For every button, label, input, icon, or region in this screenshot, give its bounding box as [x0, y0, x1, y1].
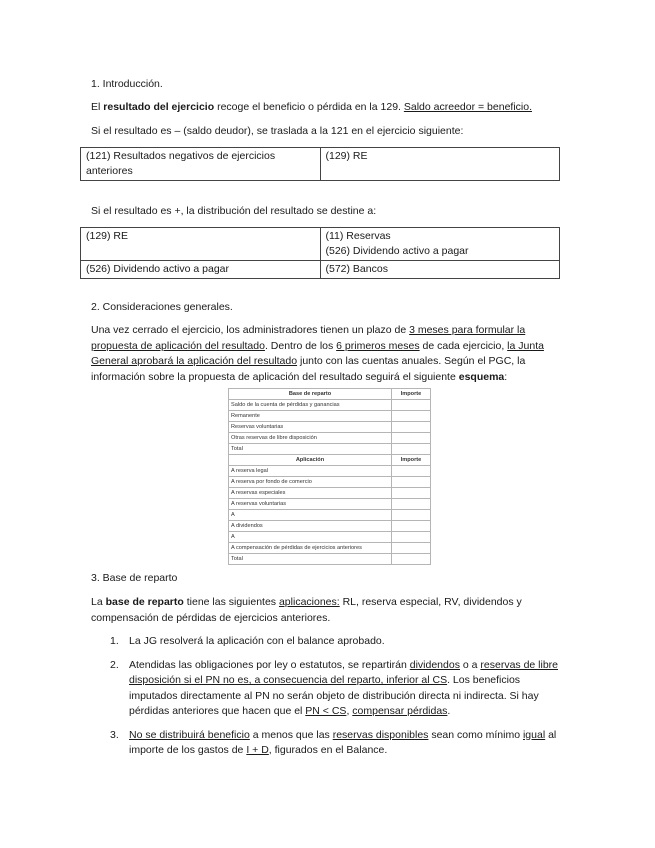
esquema-amount: [392, 543, 431, 554]
underlined-six-months: 6 primeros meses: [336, 339, 420, 352]
table-cell: (572) Bancos: [320, 261, 560, 279]
positive-result-table: [80, 227, 560, 279]
esquema-row: [229, 400, 431, 411]
cell-line: (526) Dividendo activo a pagar: [325, 245, 469, 257]
esquema-label: A: [229, 532, 392, 543]
underlined-no-beneficio: No se distribuirá beneficio: [129, 728, 250, 741]
esquema-label: Reservas voluntarias: [229, 422, 392, 433]
underlined-reservas-disponibles: reservas disponibles: [332, 728, 429, 741]
list-number: 2.: [110, 658, 119, 671]
underlined-i-d: I + D: [246, 744, 269, 756]
underlined-deadline: 3 meses para formular la propuesta de aplicación del resultado: [91, 324, 526, 352]
esquema-row: [229, 433, 431, 444]
item-text: a menos que las: [249, 728, 333, 741]
esquema-amount: [392, 488, 431, 499]
intro-underlined: Saldo acreedor = beneficio.: [403, 101, 533, 113]
esquema-amount: [392, 554, 431, 565]
item-text: .: [447, 705, 451, 717]
table-row: [81, 261, 560, 279]
esquema-header: Base de reparto: [229, 389, 392, 400]
esquema-amount: [392, 422, 431, 433]
esquema-table: [228, 388, 431, 565]
underlined-reservas: reservas de libre disposición si el PN no es, a consecuencia del reparto, inferior al CS: [129, 658, 559, 686]
intro-bold-term: resultado del ejercicio: [103, 101, 215, 113]
intro-text-c: recoge el beneficio o pérdida en la 129.: [214, 101, 404, 113]
esquema-label: Total: [229, 444, 392, 455]
positive-result-paragraph: Si el resultado es +, la distribución del resultado se destine a:: [91, 205, 377, 217]
esquema-label: A dividendos: [229, 521, 392, 532]
table-row: [81, 148, 560, 181]
underlined-compensar: compensar pérdidas: [352, 705, 448, 717]
general-considerations-paragraph: [91, 323, 566, 385]
negative-result-paragraph: Si el resultado es – (saldo deudor), se traslada a la 121 en el ejercicio siguiente:: [91, 125, 464, 137]
item-text: o a: [459, 658, 481, 671]
esquema-amount: [392, 510, 431, 521]
esquema-amount: [392, 411, 431, 422]
list-number: 1.: [110, 635, 119, 647]
text-c: tiene las siguientes: [183, 596, 279, 608]
bold-base-reparto: base de reparto: [105, 596, 184, 608]
esquema-row: [229, 488, 431, 499]
esquema-row: [229, 499, 431, 510]
esquema-label: A: [229, 510, 392, 521]
esquema-row: [229, 521, 431, 532]
esquema-amount: [392, 532, 431, 543]
esquema-amount: [392, 499, 431, 510]
text-a: La: [91, 596, 106, 608]
table-cell: (129) RE: [320, 148, 560, 181]
table-cell: (129) RE: [81, 228, 321, 261]
esquema-header-row: [229, 389, 431, 400]
esquema-amount: [392, 400, 431, 411]
text-e: de cada ejercicio,: [419, 339, 508, 352]
negative-result-table: [80, 147, 560, 181]
list-item: [91, 658, 569, 720]
list-item: [91, 728, 569, 759]
section-2-title: 2. Consideraciones generales.: [91, 301, 233, 313]
text-i: :: [504, 370, 508, 383]
text-a: Una vez cerrado el ejercicio, los administradores tienen un plazo de: [91, 324, 410, 336]
esquema-row: [229, 554, 431, 565]
esquema-row: [229, 466, 431, 477]
esquema-label: A reservas especiales: [229, 488, 392, 499]
item-text: La JG resolverá la aplicación con el balance aprobado.: [129, 635, 385, 647]
esquema-label: Saldo de la cuenta de pérdidas y ganancias: [229, 400, 392, 411]
item-text: ,: [346, 705, 353, 717]
section-3-title: 3. Base de reparto: [91, 572, 178, 584]
esquema-row: [229, 444, 431, 455]
esquema-header-row: [229, 455, 431, 466]
esquema-amount: [392, 444, 431, 455]
base-reparto-paragraph: [91, 595, 566, 626]
esquema-header-amount: Importe: [392, 455, 431, 466]
text-e: RL, reserva especial, RV, dividendos y compensación de pérdidas de ejercicios anteriores.: [91, 596, 522, 624]
esquema-label: A reservas voluntarias: [229, 499, 392, 510]
esquema-header: Aplicación: [229, 455, 392, 466]
esquema-amount: [392, 466, 431, 477]
item-text: . Los beneficios imputados directamente al PN no serán objeto de distribución directa ni indirecta. Si hay pérdidas anteriores que hacen que el: [129, 674, 539, 717]
table-cell: (121) Resultados negativos de ejercicios anteriores: [81, 148, 321, 181]
table-cell: [320, 228, 560, 261]
underlined-igual: igual: [522, 728, 546, 741]
esquema-row: [229, 422, 431, 433]
esquema-label: Otras reservas de libre disposición: [229, 433, 392, 444]
esquema-label: Total: [229, 554, 392, 565]
cell-line: (11) Reservas: [325, 230, 391, 242]
item-text: al importe de los gastos de: [129, 728, 557, 756]
esquema-header-amount: Importe: [392, 389, 431, 400]
underlined-junta-general: la Junta General aprobará la aplicación del resultado: [91, 339, 544, 367]
esquema-amount: [392, 433, 431, 444]
table-cell: (526) Dividendo activo a pagar: [81, 261, 321, 279]
underlined-aplicaciones: aplicaciones:: [278, 596, 340, 608]
text-c: . Dentro de los: [264, 339, 337, 352]
esquema-label: A compensación de pérdidas de ejercicios anteriores: [229, 543, 392, 554]
esquema-label: A reserva legal: [229, 466, 392, 477]
list-number: 3.: [110, 728, 119, 741]
item-text: , figurados en el Balance.: [268, 744, 388, 756]
bold-esquema: esquema: [458, 370, 505, 383]
text-g: junto con las cuentas anuales. Según el PGC, la información sobre la propuesta de aplicación del resultado seguirá el siguiente: [91, 355, 526, 383]
table-row: [81, 228, 560, 261]
esquema-amount: [392, 521, 431, 532]
esquema-row: [229, 543, 431, 554]
esquema-label: A reserva por fondo de comercio: [229, 477, 392, 488]
esquema-label: Remanente: [229, 411, 392, 422]
rules-list: [91, 634, 569, 767]
esquema-row: [229, 411, 431, 422]
underlined-dividendos: dividendos: [409, 658, 460, 671]
esquema-amount: [392, 477, 431, 488]
esquema-row: [229, 477, 431, 488]
esquema-row: [229, 532, 431, 543]
item-text: sean como mínimo: [428, 728, 523, 741]
list-item: [91, 634, 569, 650]
esquema-row: [229, 510, 431, 521]
item-text: Atendidas las obligaciones por ley o estatutos, se repartirán: [129, 658, 410, 671]
intro-text-a: El: [91, 101, 104, 113]
underlined-pn-cs: PN < CS: [305, 705, 347, 717]
section-1-title: 1. Introducción.: [91, 78, 163, 90]
intro-paragraph: [91, 100, 566, 116]
